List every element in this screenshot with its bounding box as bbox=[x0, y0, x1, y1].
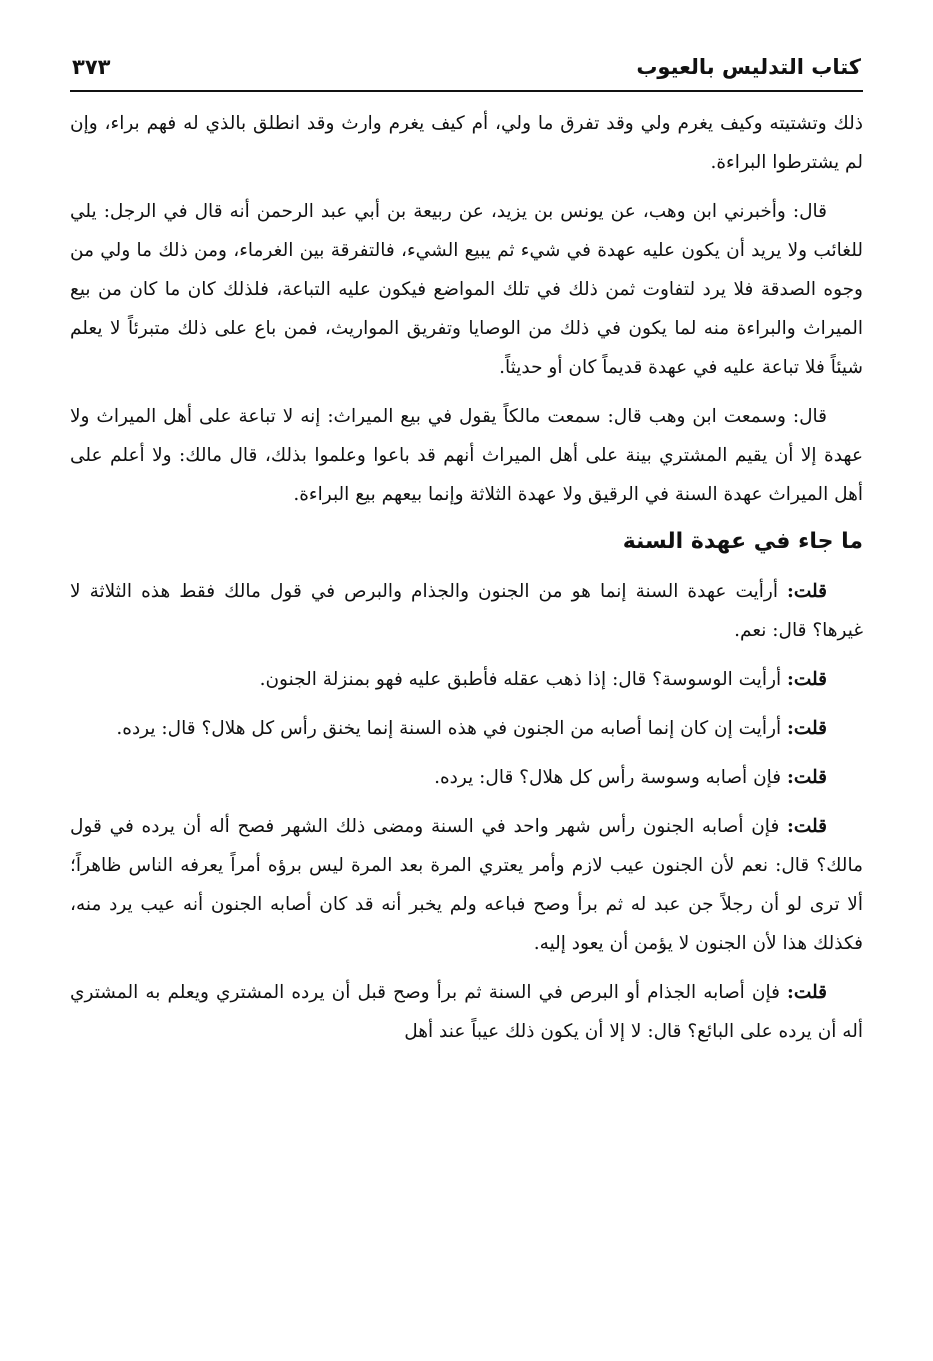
qa-paragraph bbox=[70, 660, 863, 699]
qa-text: فإن أصابه الجذام أو البرص في السنة ثم برأ وصح قبل أن يرده المشتري ويعلم به المشتري أله أن يرده على البائع؟ قال: لا إلا أن يكون ذلك عيباً عند أهل bbox=[70, 982, 863, 1042]
qa-paragraph bbox=[70, 758, 863, 797]
speaker-label: قلت: bbox=[787, 718, 827, 739]
page-body bbox=[70, 104, 863, 1051]
speaker-label: قلت: bbox=[787, 982, 828, 1003]
speaker-label: قلت: bbox=[787, 816, 827, 837]
header-rule bbox=[70, 90, 863, 92]
speaker-label: قلت: bbox=[787, 581, 827, 602]
speaker-label: قلت: bbox=[787, 767, 827, 788]
qa-paragraph bbox=[70, 973, 863, 1051]
qa-text: فإن أصابه الجنون رأس شهر واحد في السنة ومضى ذلك الشهر فصح أله أن يرده في قول مالك؟ قال: نعم لأن الجنون عيب لازم وأمر يعتري المرة بعد المرة ليس برؤه أمراً يعرفه الناس ظاهراً؛ ألا ترى لو أن رجلاً جن عبد له ثم برأ وصح فباعه ولم يخبر أنه قد كان أصابه الجنون أنه عيب يرد منه، فكذلك هذا لأن الجنون لا يؤمن أن يعود إليه. bbox=[70, 816, 863, 954]
page-number: ٣٧٣ bbox=[72, 55, 111, 79]
qa-paragraph bbox=[70, 709, 863, 748]
speaker-label: قلت: bbox=[787, 669, 827, 690]
paragraph: قال: وسمعت ابن وهب قال: سمعت مالكاً يقول في بيع الميراث: إنه لا تباعة على أهل الميراث ولا عهدة إلا أن يقيم المشتري بينة على أهل الميراث أنهم قد باعوا وعلموا بذلك، قال مالك: ولا أعلم على أهل الميراث عهدة السنة في الرقيق ولا عهدة الثلاثة وإنما بيعهم بيع البراءة. bbox=[70, 406, 863, 505]
qa-paragraph bbox=[70, 807, 863, 963]
book-title: كتاب التدليس بالعيوب bbox=[636, 55, 861, 79]
paragraph: ذلك وتشتيته وكيف يغرم ولي وقد تفرق ما ولي، أم كيف يغرم وارث وقد انطلق بالذي له فهم براء، وإن لم يشترطوا البراءة. bbox=[70, 113, 863, 173]
paragraph: قال: وأخبرني ابن وهب، عن يونس بن يزيد، عن ربيعة بن أبي عبد الرحمن أنه قال في الرجل: يلي للغائب ولا يريد أن يكون عليه عهدة في شيء ثم يبيع الشيء، فالتفرقة بين الغرماء، ومن ذلك ما ولي من وجوه الصدقة فلا يرد لتفاوت ثمن ذلك في تلك المواضع فيكون عليه التباعة، فلذلك كان ما كان من بيع الميراث والبراءة منه لما يكون في ذلك من الوصايا وتفريق المواريث، فمن باع على ذلك متبرئاً لا يعلم شيئاً فلا تباعة عليه في عهدة قديماً كان أو حديثاً. bbox=[70, 201, 863, 378]
section-heading: ما جاء في عهدة السنة bbox=[622, 529, 863, 554]
qa-text: أرأيت إن كان إنما أصابه من الجنون في هذه السنة إنما يخنق رأس كل هلال؟ قال: يرده. bbox=[116, 718, 782, 739]
qa-paragraph bbox=[70, 572, 863, 650]
running-header bbox=[70, 52, 863, 90]
qa-text: فإن أصابه وسوسة رأس كل هلال؟ قال: يرده. bbox=[434, 767, 782, 788]
qa-text: أرأيت عهدة السنة إنما هو من الجنون والجذام والبرص في قول مالك فقط هذه الثلاثة لا غيرها؟ قال: نعم. bbox=[70, 581, 863, 641]
qa-text: أرأيت الوسوسة؟ قال: إذا ذهب عقله فأطبق عليه فهو بمنزلة الجنون. bbox=[259, 669, 782, 690]
